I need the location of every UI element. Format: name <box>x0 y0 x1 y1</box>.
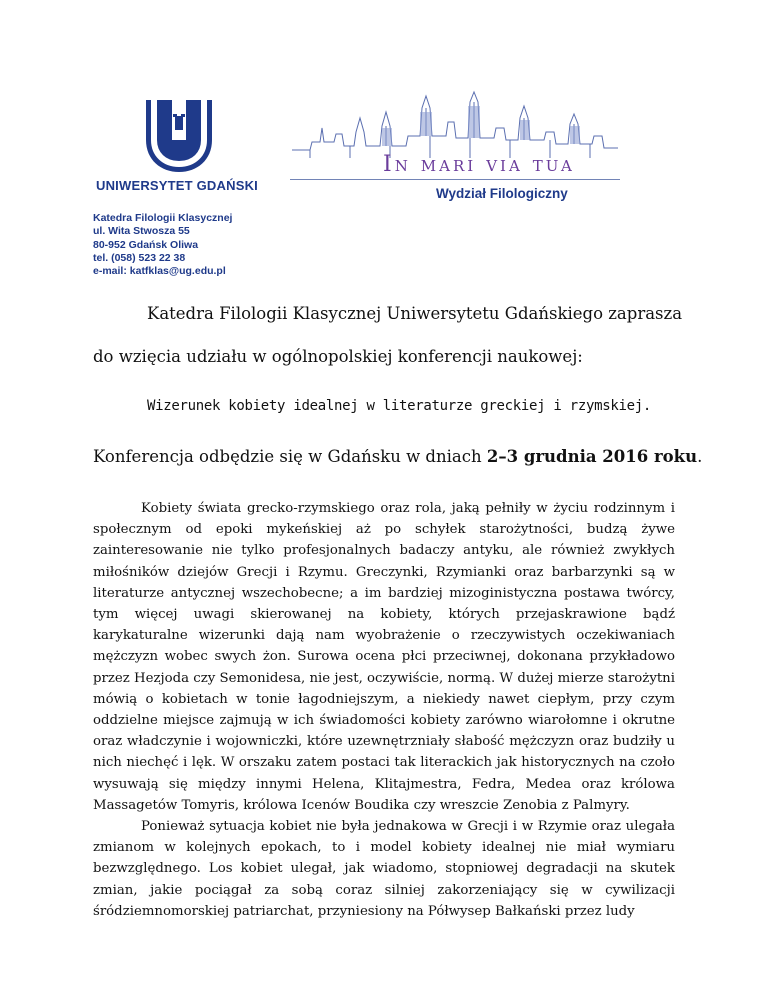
contact-street: ul. Wita Stwosza 55 <box>93 225 190 238</box>
conference-title: Wizerunek kobiety idealnej w literaturze greckiej i rzymskiej. <box>147 398 651 414</box>
university-name: UNIWERSYTET GDAŃSKI <box>96 178 258 193</box>
faculty-name: Wydział Filologiczny <box>436 186 568 201</box>
university-shield-logo <box>142 96 216 174</box>
dates-suffix: . <box>697 447 703 466</box>
contact-department: Katedra Filologii Klasycznej <box>93 212 233 224</box>
conference-dates <box>93 447 702 466</box>
invitation-line-1: Katedra Filologii Klasycznej Uniwersytetu Gdańskiego zaprasza <box>147 304 683 323</box>
body-text <box>93 498 675 922</box>
dates-prefix: Konferencja odbędzie się w Gdańsku w dniach <box>93 447 487 466</box>
body-paragraph-2: Ponieważ sytuacja kobiet nie była jednakowa w Grecji i w Rzymie oraz ulegała zmianom w kolejnych epokach, to i model kobiety idealnej nie miał wymiaru bezwzględnego. Los kobiet ulegał, jak wiadomo, stopniowej degradacji na skutek zmian, jakie pociągał za sobą coraz silniej zakorzeniający się w cywilizacji śródziemnomorskiej patriarchat, przyniesiony na Półwysep Bałkański przez ludy <box>93 819 675 919</box>
contact-email: e-mail: katfklas@ug.edu.pl <box>93 265 226 278</box>
contact-block <box>93 212 232 278</box>
university-motto: In mari via tua <box>383 152 575 177</box>
body-paragraph-1: Kobiety świata grecko-rzymskiego oraz rola, jaką pełniły w życiu rodzinnym i społecznym od epoki mykeńskiej aż po schyłek starożytności, budzą żywe zainteresowanie nie tylko profesjonalnych badaczy antyku, ale również zwykłych miłośników dziejów Grecji i Rzymu. Greczynki, Rzymianki oraz barbarzynki są w literaturze antycznej wszechobecne; a im bardziej mizoginistyczna postawa twórcy, tym więcej uwagi skierowanej na kobiety, których przejaskrawione bądź karykaturalne wizerunki dają nam wyobrażenie o rzeczywistych oczekiwaniach mężczyzn wobec swych żon. Surowa ocena płci przeciwnej, dokonana przykładowo przez Hezjoda czy Semonidesa, nie jest, oczywiście, normą. W dużej mierze starożytni mówią o kobietach w tonie łagodniejszym, a niekiedy nawet ciepłym, przy czym oddzielne miejsce zajmują w ich świadomości kobiety zarówno wiarołomne i okrutne oraz władczynie i wojowniczki, które uzewnętrzniały słabość mężczyzn oraz budziły u nich niechęć i lęk. W orszaku zatem postaci tak literackich jak historycznych na czoło wysuwają się między innymi Helena, Klitajmestra, Fedra, Medea oraz królowa Massagetów Tomyris, królowa Icenów Boudika czy wreszcie Zenobia z Palmyry. <box>93 501 675 813</box>
contact-city: 80-952 Gdańsk Oliwa <box>93 238 199 251</box>
contact-phone: tel. (058) 523 22 38 <box>93 251 186 264</box>
invitation-line-2: do wzięcia udziału w ogólnopolskiej konferencji naukowej: <box>93 347 583 366</box>
dates-bold: 2–3 grudnia 2016 roku <box>486 447 698 466</box>
